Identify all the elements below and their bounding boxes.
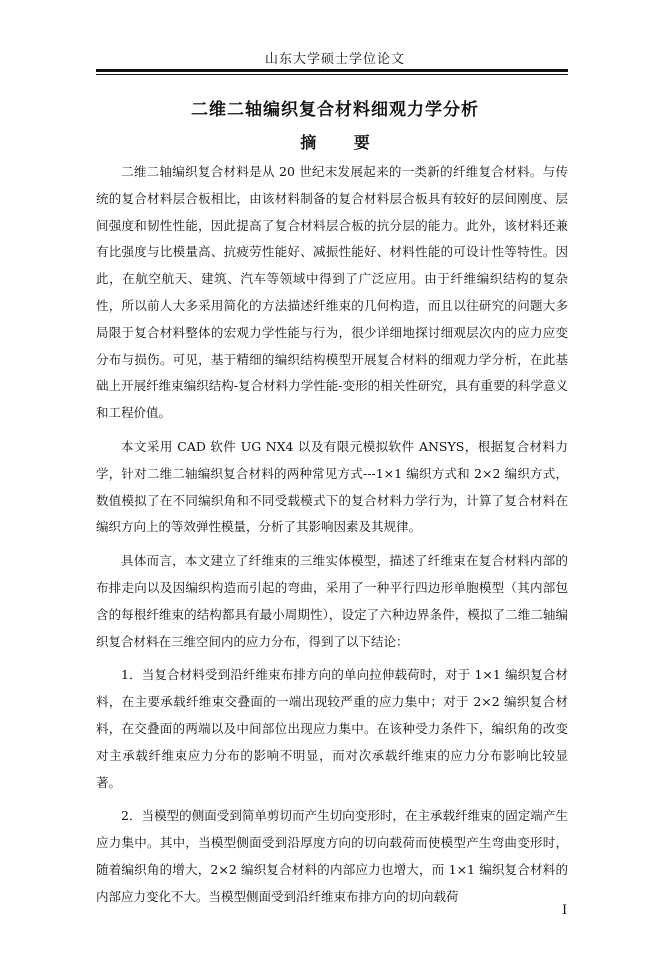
conclusion-item-1: 1．当复合材料受到沿纤维束布排方向的单向拉伸载荷时，对于 1×1 编织复合材料，在主要承载纤维束交叠面的一端出现较严重的应力集中；对于 2×2 编织复合材料，在交叠面的两端以及中间部位出现应力集中。在该种受力条件下，编织角的改变对主承载纤维束应力分布的影响不明显，而对次承载纤维束的应力分布影响比较显著。	[96, 667, 568, 790]
page-number: I	[562, 903, 568, 918]
abstract-paragraph-3: 具体而言，本文建立了纤维束的三维实体模型，描述了纤维束在复合材料内部的布排走向以及因编织构造而引起的弯曲，采用了一种平行四边形单胞模型（其内部包含的每根纤维束的结构都具有最小周期性），设定了六种边界条件，模拟了二维二轴编织复合材料在三维空间内的应力分布，得到了以下结论：	[96, 553, 568, 649]
running-header: 山东大学硕士学位论文	[264, 52, 405, 67]
abstract-body	[96, 159, 568, 911]
header-rule-thin	[96, 74, 568, 75]
paper-title: 二维二轴编织复合材料细观力学分析	[191, 100, 479, 120]
abstract-paragraph-1: 二维二轴编织复合材料是从 20 世纪末发展起来的一类新的纤维复合材料。与传统的复合材料层合板相比，由该材料制备的复合材料层合板具有较好的层间刚度、层间强度和韧性性能，因此提高了复合材料层合板的抗分层的能力。此外，该材料还兼有比强度与比模量高、抗疲劳性能好、减振性能好、材料性能的可设计性等特性。因此，在航空航天、建筑、汽车等领域中得到了广泛应用。由于纤维编织结构的复杂性，所以前人大多采用简化的方法描述纤维束的几何构造，而且以往研究的问题大多局限于复合材料整体的宏观力学性能与行为，很少详细地探讨细观层次内的应力应变分布与损伤。可见，基于精细的编织结构模型开展复合材料的细观力学分析，在此基础上开展纤维束编织结构-复合材料力学性能-变形的相关性研究，具有重要的科学意义和工程价值。	[96, 164, 568, 421]
abstract-heading: 摘 要	[300, 133, 386, 152]
conclusion-item-2: 2．当模型的侧面受到简单剪切而产生切向变形时，在主承载纤维束的固定端产生应力集中。其中，当模型侧面受到沿厚度方向的切向载荷而使模型产生弯曲变形时，随着编织角的增大，2×2 编织复合材料的内部应力也增大，而 1×1 编织复合材料的内部应力变化不大。当模型侧面受到沿纤维束布排方向的切向载荷	[96, 808, 568, 904]
abstract-paragraph-2: 本文采用 CAD 软件 UG NX4 以及有限元模拟软件 ANSYS，根据复合材料力学，针对二维二轴编织复合材料的两种常见方式---1×1 编织方式和 2×2 编织方式，数值模拟了在不同编织角和不同受载模式下的复合材料力学行为，计算了复合材料在编织方向上的等效弹性模量，分析了其影响因素及其规律。	[96, 438, 568, 535]
header-rule-thick	[96, 69, 568, 72]
